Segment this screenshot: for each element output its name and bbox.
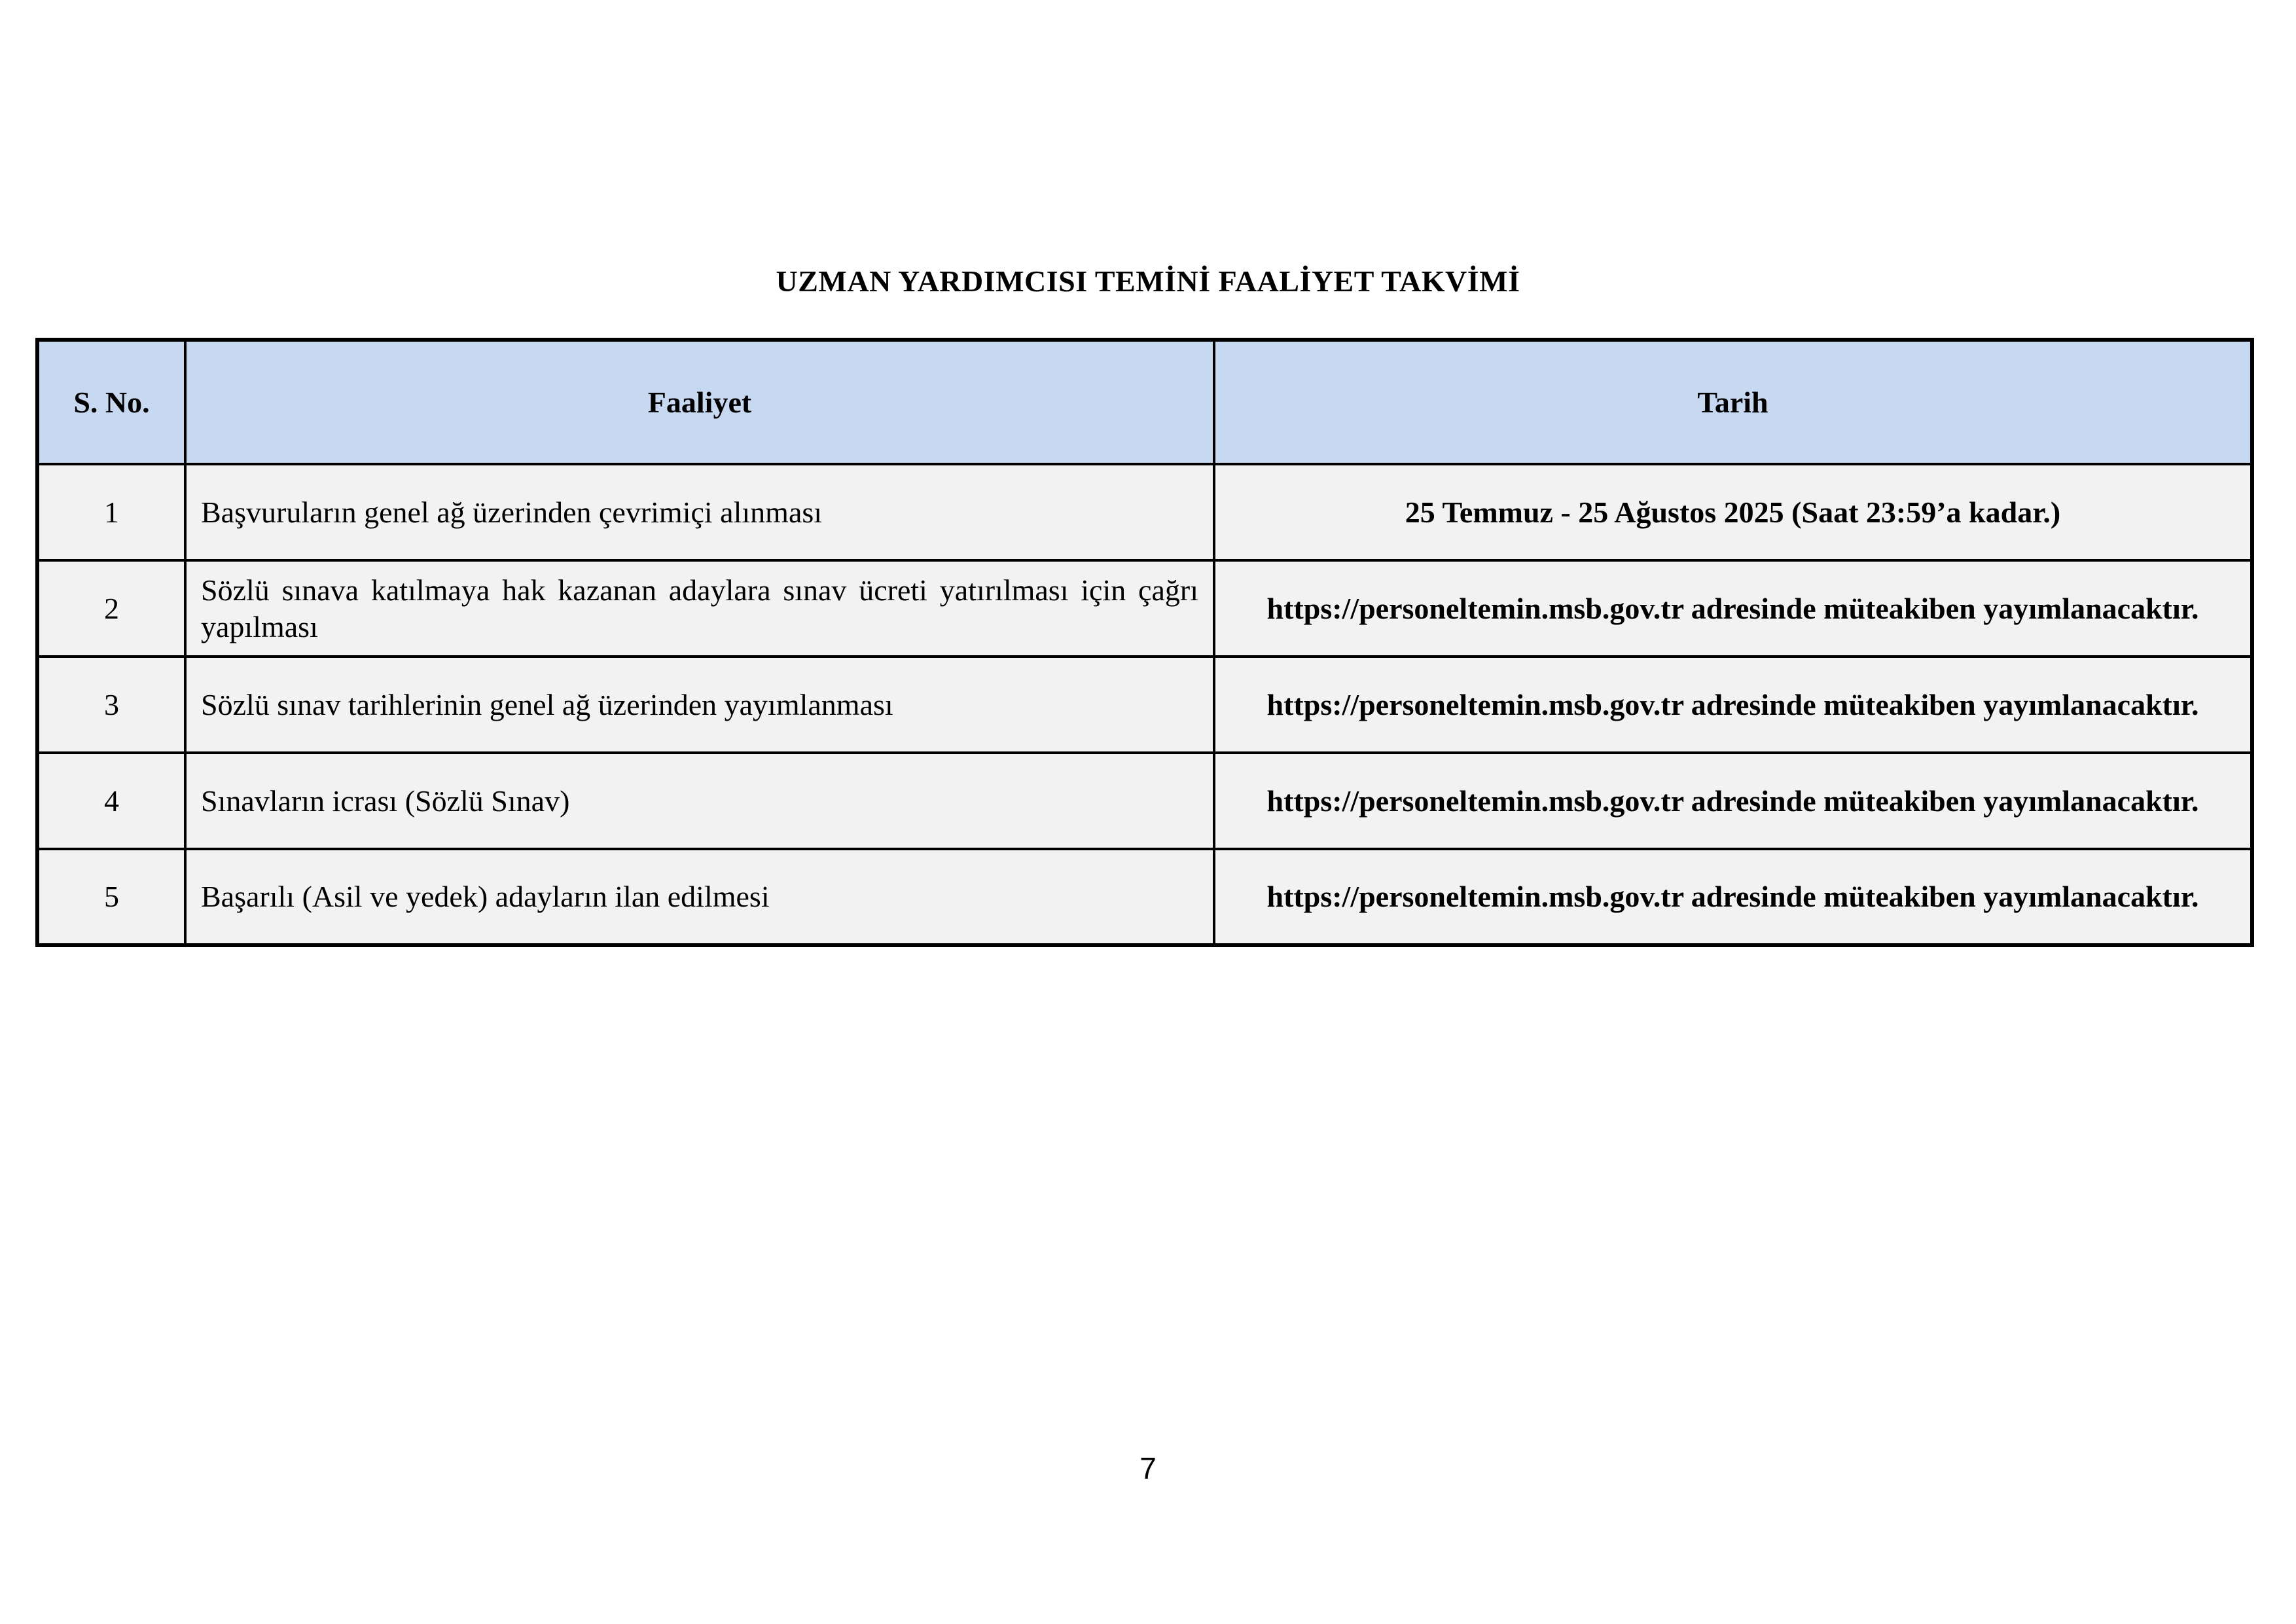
row-activity: Sözlü sınava katılmaya hak kazanan adaylara sınav ücreti yatırılması için çağrı yapılması <box>185 560 1214 657</box>
table-header-row <box>37 340 2252 464</box>
row-number: 4 <box>37 753 185 849</box>
row-activity: Başarılı (Asil ve yedek) adayların ilan edilmesi <box>185 849 1214 945</box>
row-date: https://personeltemin.msb.gov.tr adresinde müteakiben yayımlanacaktır. <box>1214 753 2252 849</box>
table-row <box>37 560 2252 657</box>
header-activity: Faaliyet <box>185 340 1214 464</box>
table-row <box>37 657 2252 753</box>
table-row <box>37 464 2252 560</box>
row-number: 2 <box>37 560 185 657</box>
header-number: S. No. <box>37 340 185 464</box>
activity-schedule-table <box>35 338 2254 947</box>
row-number: 3 <box>37 657 185 753</box>
row-activity: Sınavların icrası (Sözlü Sınav) <box>185 753 1214 849</box>
row-activity: Başvuruların genel ağ üzerinden çevrimiçi alınması <box>185 464 1214 560</box>
row-number: 5 <box>37 849 185 945</box>
row-date: https://personeltemin.msb.gov.tr adresinde müteakiben yayımlanacaktır. <box>1214 560 2252 657</box>
table-row <box>37 753 2252 849</box>
row-activity: Sözlü sınav tarihlerinin genel ağ üzerinden yayımlanması <box>185 657 1214 753</box>
row-number: 1 <box>37 464 185 560</box>
header-date: Tarih <box>1214 340 2252 464</box>
row-date: https://personeltemin.msb.gov.tr adresinde müteakiben yayımlanacaktır. <box>1214 849 2252 945</box>
row-date: https://personeltemin.msb.gov.tr adresinde müteakiben yayımlanacaktır. <box>1214 657 2252 753</box>
table-row <box>37 849 2252 945</box>
row-date: 25 Temmuz - 25 Ağustos 2025 (Saat 23:59’a kadar.) <box>1214 464 2252 560</box>
page-title: UZMAN YARDIMCISI TEMİNİ FAALİYET TAKVİMİ <box>776 264 1520 298</box>
page-number: 7 <box>1139 1451 1157 1485</box>
